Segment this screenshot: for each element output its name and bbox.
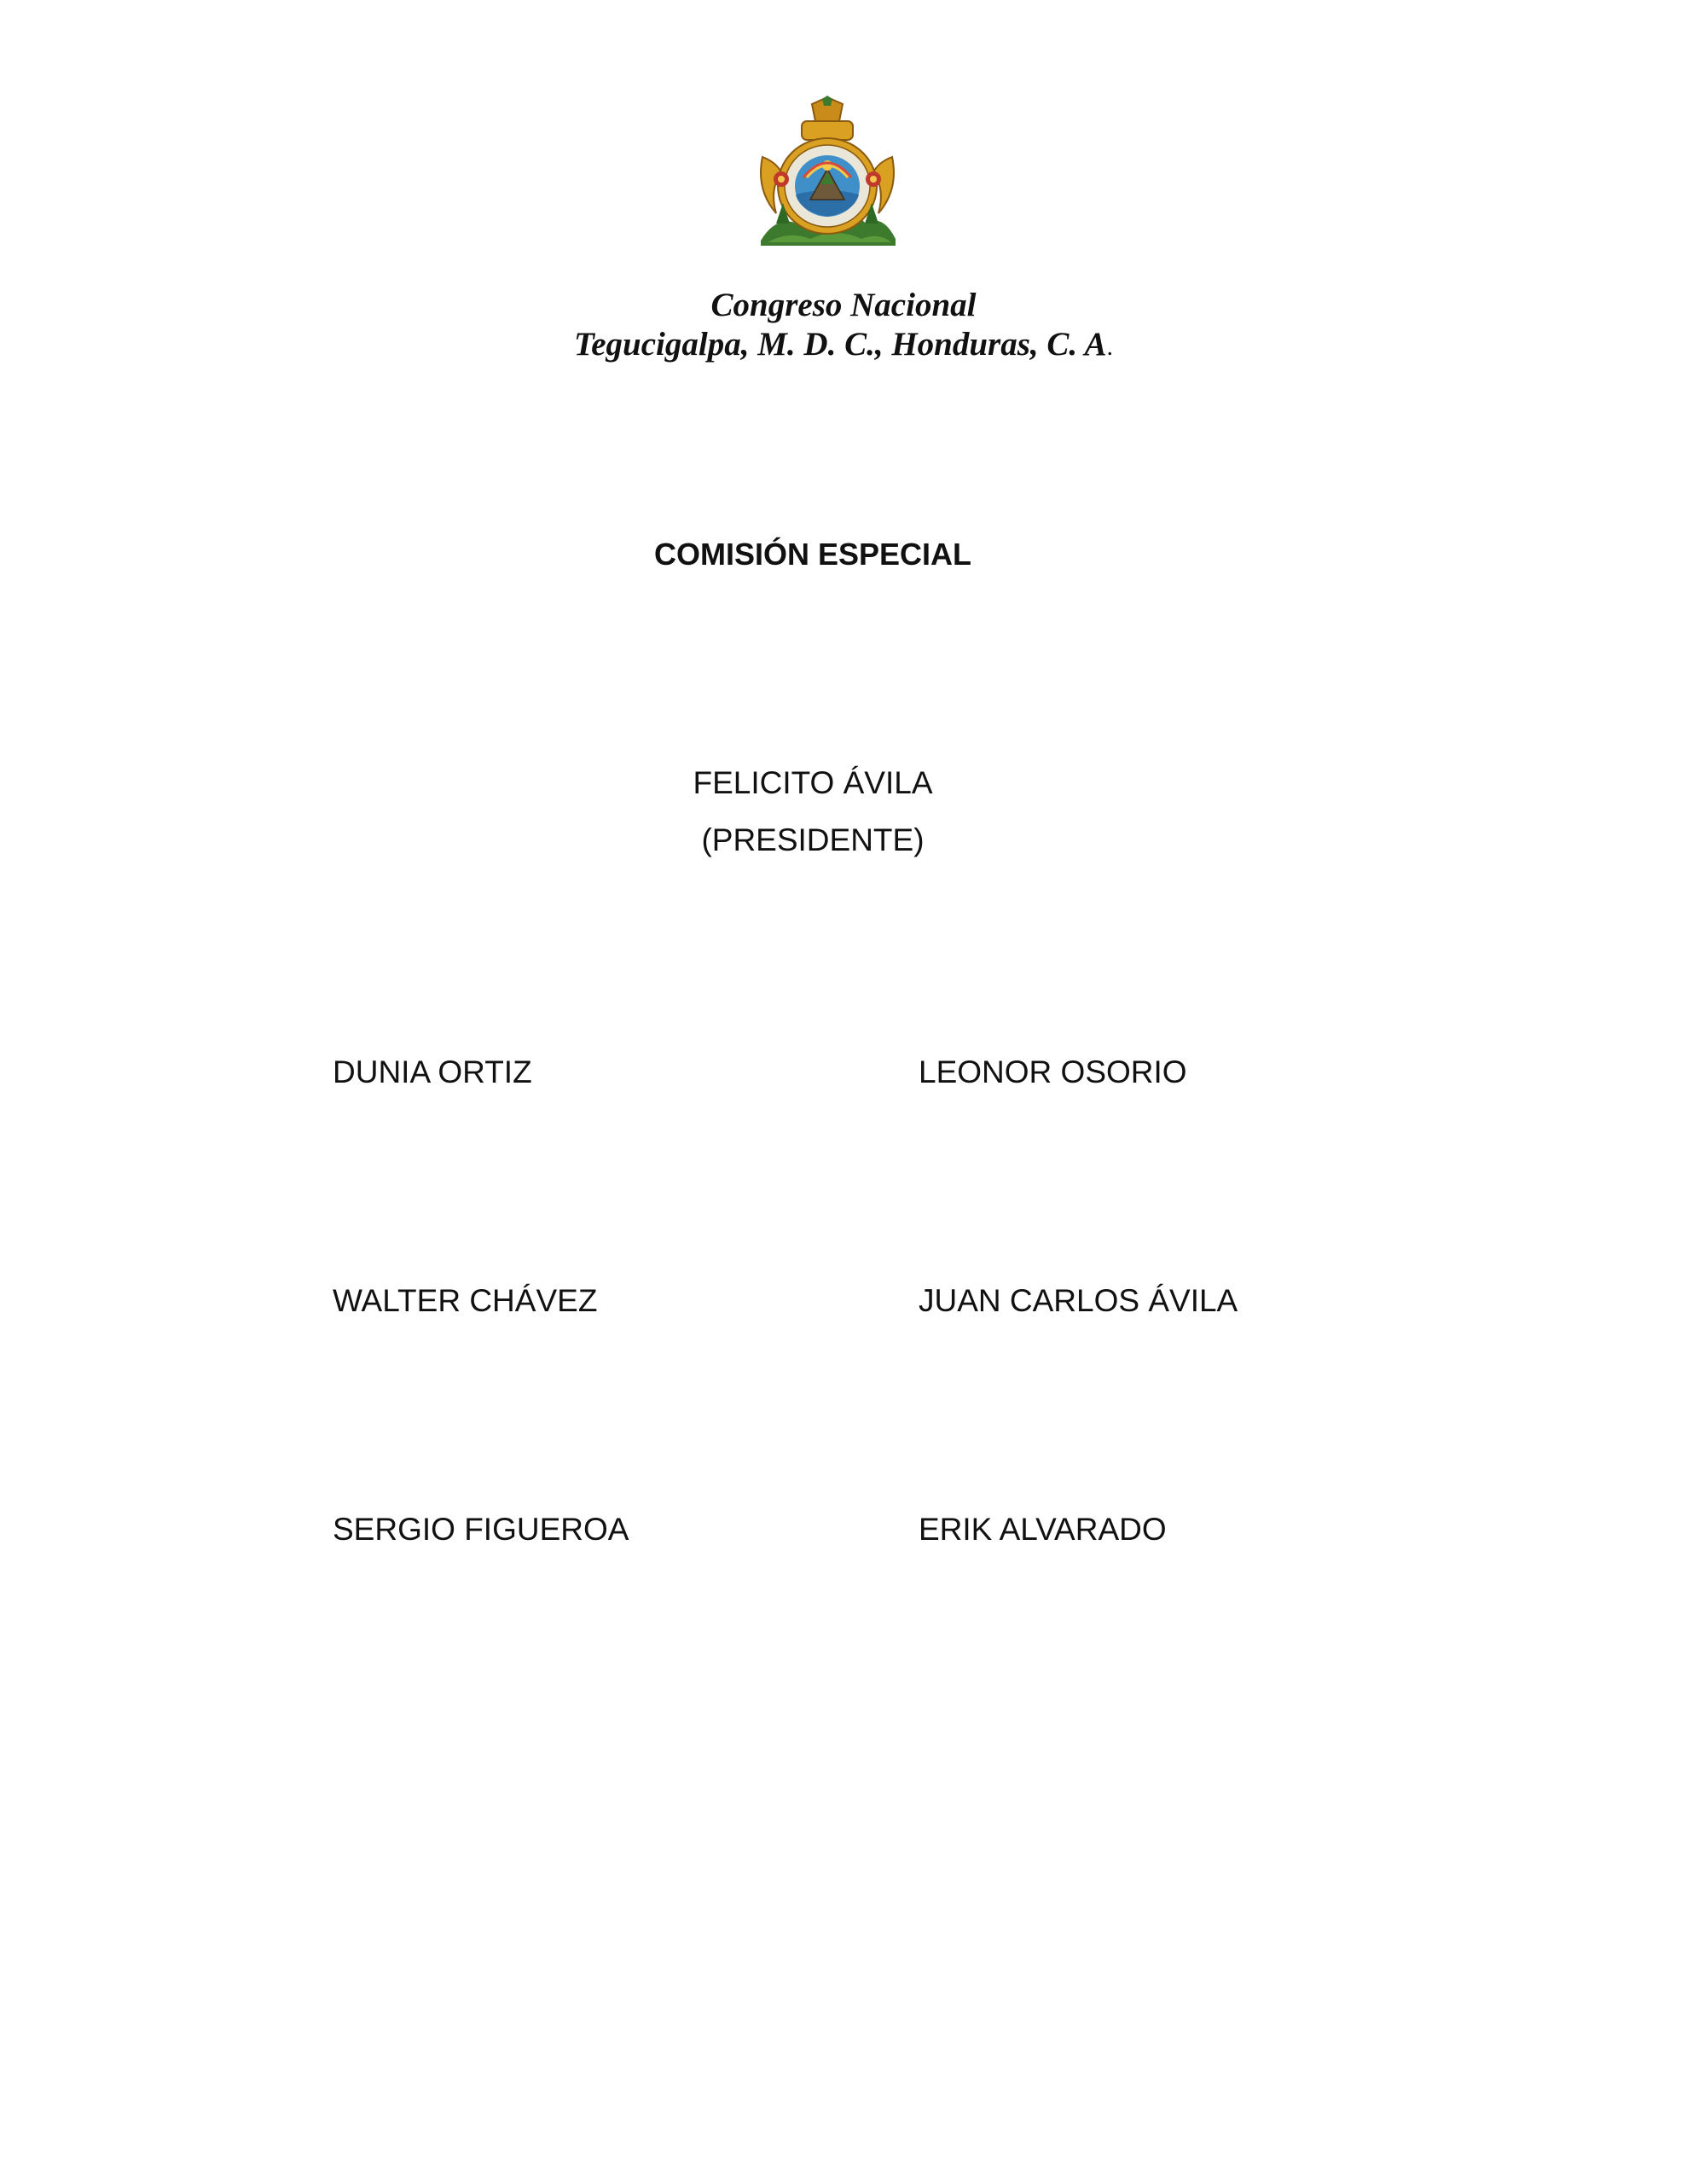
member-name: WALTER CHÁVEZ xyxy=(333,1283,598,1318)
member-name: ERIK ALVARADO xyxy=(919,1512,1167,1547)
institution-name: Congreso Nacional xyxy=(710,287,977,323)
honduras-coat-of-arms-icon xyxy=(751,96,904,249)
president-role: (PRESIDENTE) xyxy=(701,822,925,857)
member-name: SERGIO FIGUEROA xyxy=(333,1512,629,1547)
member-name: LEONOR OSORIO xyxy=(919,1054,1187,1089)
location-main: Tegucigalpa, M. D. C., Honduras, C. A xyxy=(574,326,1107,363)
commission-title: COMISIÓN ESPECIAL xyxy=(653,537,972,572)
institution-location xyxy=(0,328,1687,361)
member-name: JUAN CARLOS ÁVILA xyxy=(919,1283,1238,1318)
president-name: FELICITO ÁVILA xyxy=(693,765,933,800)
member-name: DUNIA ORTIZ xyxy=(333,1054,532,1089)
location-tail: . xyxy=(1106,333,1113,361)
